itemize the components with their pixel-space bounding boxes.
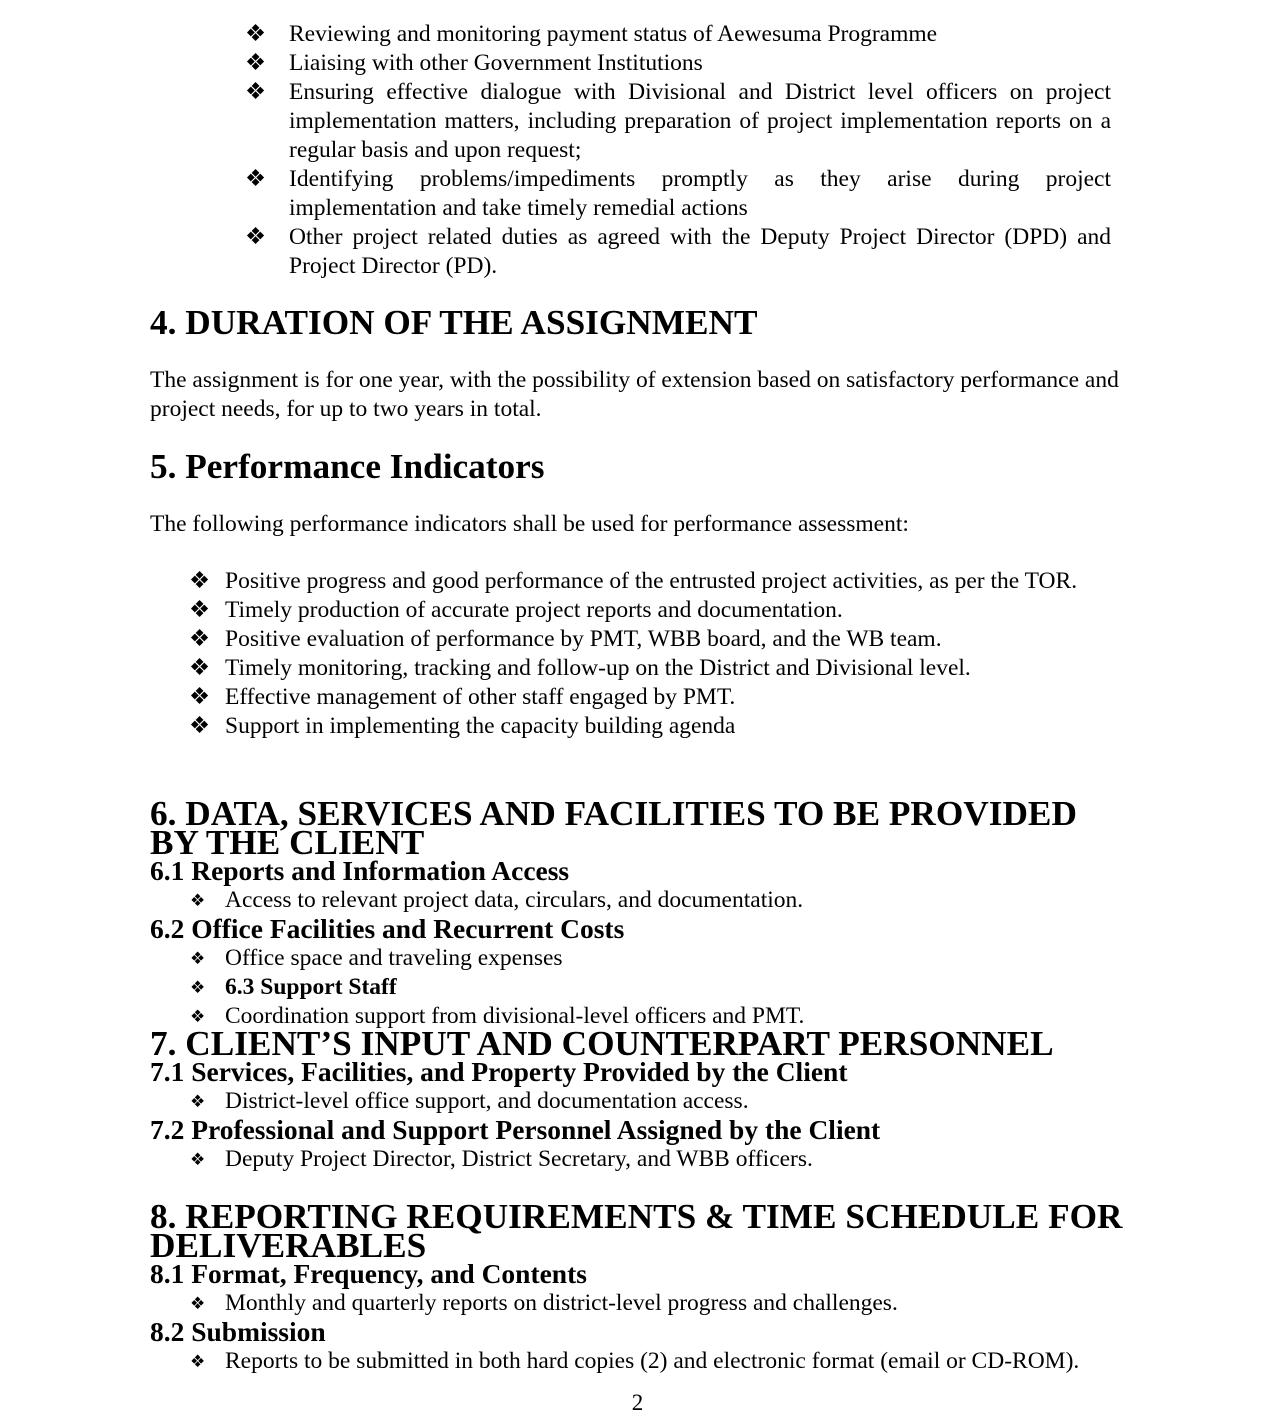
list-item-text: Monthly and quarterly reports on district-level progress and challenges. bbox=[225, 1290, 898, 1316]
list-item bbox=[0, 49, 1111, 78]
page-number: 2 bbox=[631, 1390, 644, 1415]
diamond-bullet-icon: ❖ bbox=[245, 166, 267, 192]
section-8-2-heading: 8.2 Submission bbox=[150, 1317, 326, 1347]
diamond-bullet-icon: ❖ bbox=[190, 1352, 206, 1371]
diamond-bullet-icon: ❖ bbox=[190, 891, 206, 910]
list-item-text: Deputy Project Director, District Secretary, and WBB officers. bbox=[225, 1146, 813, 1172]
diamond-bullet-icon: ❖ bbox=[189, 597, 211, 623]
list-item bbox=[150, 1145, 1130, 1174]
diamond-bullet-icon: ❖ bbox=[190, 978, 206, 997]
list-item bbox=[0, 712, 1095, 741]
section-8-1-heading: 8.1 Format, Frequency, and Contents bbox=[150, 1259, 587, 1289]
list-item-text: District-level office support, and documentation access. bbox=[225, 1088, 749, 1114]
section-5-heading: 5. Performance Indicators bbox=[150, 447, 545, 486]
list-item-text: Other project related duties as agreed with the Deputy Project Director (DPD) and Project Director (PD). bbox=[289, 224, 1111, 279]
diamond-bullet-icon: ❖ bbox=[189, 713, 211, 739]
list-item bbox=[150, 1087, 1130, 1116]
section-7-2-heading: 7.2 Professional and Support Personnel Assigned by the Client bbox=[150, 1115, 881, 1145]
list-item-text: Positive evaluation of performance by PMT, WBB board, and the WB team. bbox=[225, 626, 942, 652]
list-item-text: Effective management of other staff engaged by PMT. bbox=[225, 684, 736, 710]
list-item bbox=[150, 1289, 1130, 1318]
section-6-2-heading: 6.2 Office Facilities and Recurrent Costs bbox=[150, 914, 625, 944]
section-8 bbox=[150, 1197, 1130, 1376]
section-7-heading: 7. CLIENT’S INPUT AND COUNTERPART PERSONNEL bbox=[150, 1024, 1054, 1063]
list-item-text: Liaising with other Government Institutions bbox=[289, 50, 703, 76]
section-6 bbox=[150, 794, 1130, 1031]
section-7-1-heading: 7.1 Services, Facilities, and Property Provided by the Client bbox=[150, 1057, 848, 1087]
diamond-bullet-icon: ❖ bbox=[190, 1092, 206, 1111]
performance-indicators-list bbox=[0, 567, 1275, 741]
list-item-text: Timely monitoring, tracking and follow-up on the District and Divisional level. bbox=[225, 655, 971, 681]
diamond-bullet-icon: ❖ bbox=[245, 50, 267, 76]
list-item-text: Identifying problems/impediments promptly as they arise during project implementation and take timely remedial actions bbox=[289, 166, 1111, 221]
section-7 bbox=[150, 1024, 1130, 1174]
list-item bbox=[0, 596, 1095, 625]
diamond-bullet-icon: ❖ bbox=[189, 655, 211, 681]
section-5-intro: The following performance indicators shall be used for performance assessment: bbox=[150, 511, 909, 537]
section-6-1-heading: 6.1 Reports and Information Access bbox=[150, 856, 570, 886]
section-6-3-heading: 6.3 Support Staff bbox=[225, 974, 397, 1000]
section-8-heading: 8. REPORTING REQUIREMENTS & TIME SCHEDULE FOR DELIVERABLES bbox=[150, 1197, 1123, 1265]
diamond-bullet-icon: ❖ bbox=[245, 224, 267, 250]
list-item bbox=[0, 567, 1095, 596]
list-item-text: Support in implementing the capacity building agenda bbox=[225, 713, 736, 739]
diamond-bullet-icon: ❖ bbox=[245, 21, 267, 47]
list-item bbox=[150, 973, 1130, 1002]
list-item-text: Timely production of accurate project reports and documentation. bbox=[225, 597, 843, 623]
section-4-heading: 4. DURATION OF THE ASSIGNMENT bbox=[150, 303, 758, 342]
list-item bbox=[150, 886, 1130, 915]
list-item-text: Ensuring effective dialogue with Divisional and District level officers on project implementation matters, including preparation of project implementation reports on a regular basis and upon request; bbox=[289, 79, 1111, 163]
diamond-bullet-icon: ❖ bbox=[189, 684, 211, 710]
list-item bbox=[0, 165, 1111, 223]
list-item-text: Access to relevant project data, circulars, and documentation. bbox=[225, 887, 804, 913]
list-item bbox=[0, 654, 1095, 683]
diamond-bullet-icon: ❖ bbox=[189, 626, 211, 652]
list-item-text: Reports to be submitted in both hard copies (2) and electronic format (email or CD-ROM). bbox=[225, 1348, 1080, 1374]
diamond-bullet-icon: ❖ bbox=[189, 568, 211, 594]
list-item-text: Reviewing and monitoring payment status of Aewesuma Programme bbox=[289, 21, 938, 47]
list-item-text: Coordination support from divisional-level officers and PMT. bbox=[225, 1003, 805, 1029]
list-item-text: Office space and traveling expenses bbox=[225, 945, 563, 971]
diamond-bullet-icon: ❖ bbox=[190, 949, 206, 968]
section-4-body: The assignment is for one year, with the possibility of extension based on satisfactory performance and project needs, for up to two years in total. bbox=[150, 367, 1119, 422]
section-6-heading: 6. DATA, SERVICES AND FACILITIES TO BE PROVIDED BY THE CLIENT bbox=[150, 794, 1077, 862]
diamond-bullet-icon: ❖ bbox=[190, 1150, 206, 1169]
list-item bbox=[0, 223, 1111, 281]
list-item bbox=[0, 625, 1095, 654]
list-item bbox=[0, 78, 1111, 165]
diamond-bullet-icon: ❖ bbox=[190, 1294, 206, 1313]
list-item-text: Positive progress and good performance of the entrusted project activities, as per the TOR. bbox=[225, 568, 1078, 594]
duties-list bbox=[0, 20, 1275, 281]
list-item bbox=[0, 683, 1095, 712]
list-item bbox=[150, 1347, 1130, 1376]
diamond-bullet-icon: ❖ bbox=[190, 1007, 206, 1026]
list-item bbox=[150, 944, 1130, 973]
diamond-bullet-icon: ❖ bbox=[245, 79, 267, 105]
list-item bbox=[0, 20, 1111, 49]
